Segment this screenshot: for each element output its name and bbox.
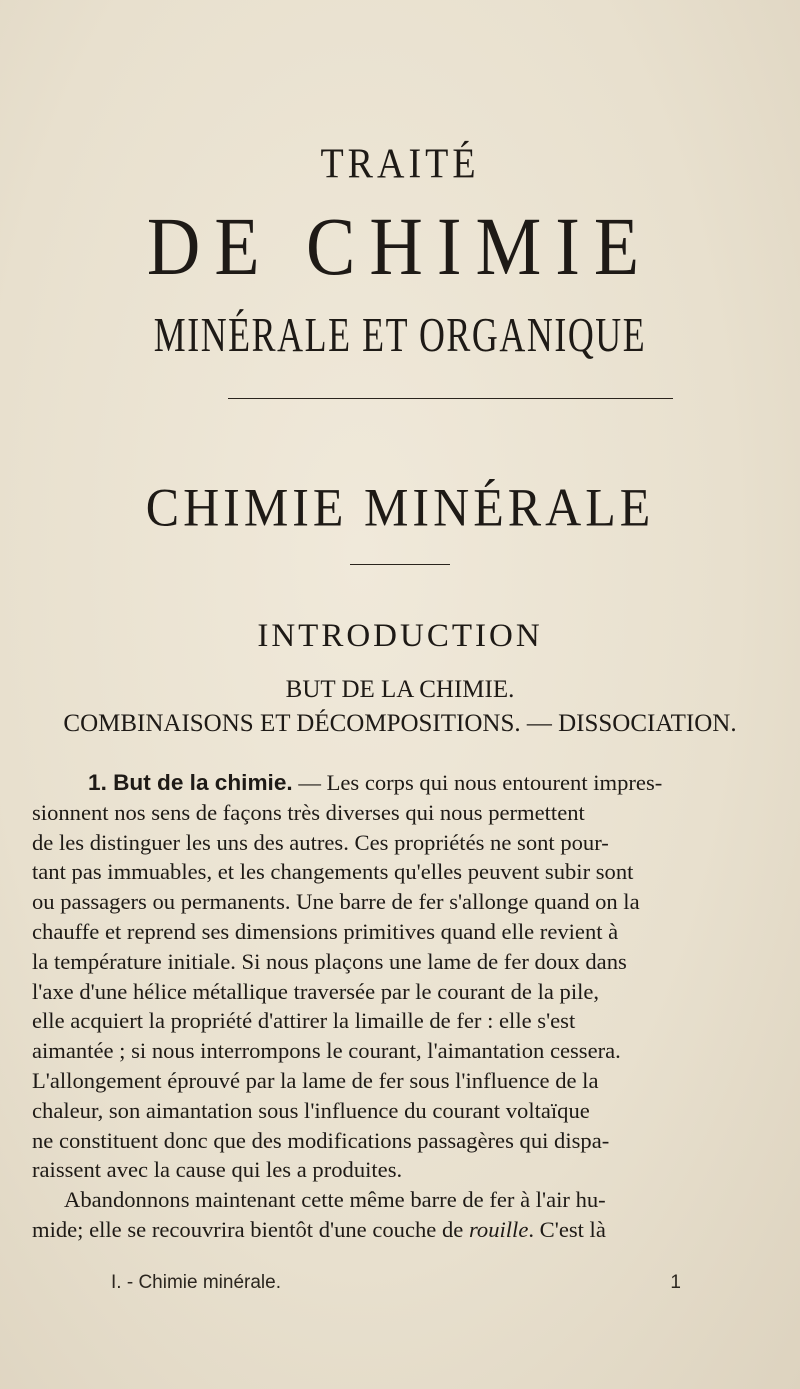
paragraph-1-line: chauffe et reprend ses dimensions primitives quand elle revient à <box>32 918 619 944</box>
paragraph-1-line: la température initiale. Si nous plaçons une lame de fer doux dans <box>32 948 627 974</box>
paragraph-1-line: chaleur, son aimantation sous l'influence du courant voltaïque <box>32 1097 590 1123</box>
paragraph-1-line: sionnent nos sens de façons très diverses qui nous permettent <box>32 799 585 825</box>
chapter-title: INTRODUCTION <box>257 618 543 654</box>
paragraph-1-line: ou passagers ou permanents. Une barre de fer s'allonge quand on la <box>32 889 640 915</box>
paragraph-1-line-1-rest: — Les corps qui nous entourent impres- <box>292 770 663 795</box>
page-footer <box>111 1272 681 1294</box>
title-de-chimie: DE CHIMIE <box>146 201 654 293</box>
paragraph-1-line: L'allongement éprouvé par la lame de fer sous l'influence de la <box>32 1067 599 1093</box>
paragraph-1-line: de les distinguer les uns des autres. Ces propriétés ne sont pour- <box>32 829 609 855</box>
body-text <box>32 768 800 1245</box>
rouille-emphasis: rouille <box>468 1216 529 1242</box>
section-divider <box>350 564 450 565</box>
title-divider <box>228 398 673 399</box>
chapter-subtitle-1: BUT DE LA CHIMIE. <box>285 676 515 703</box>
page-number: 1 <box>670 1272 681 1293</box>
paragraph-1-line: ne constituent donc que des modifications passagères qui dispa- <box>32 1127 610 1153</box>
paragraph-1-line: elle acquiert la propriété d'attirer la limaille de fer : elle s'est <box>32 1008 576 1034</box>
footer-signature: I. - Chimie minérale. <box>111 1272 281 1293</box>
paragraph-1-line: l'axe d'une hélice métallique traversée par le courant de la pile, <box>32 978 600 1004</box>
paragraph-1-line: aimantée ; si nous interrompons le courant, l'aimantation cessera. <box>32 1038 621 1064</box>
paragraph-2-line-2-end: . C'est là <box>528 1216 606 1242</box>
section-title: CHIMIE MINÉRALE <box>145 476 655 538</box>
paragraph-1-line: raissent avec la cause qui les a produites. <box>32 1157 403 1183</box>
paragraph-2-line-2 <box>32 1215 800 1245</box>
title-traite: TRAITÉ <box>320 140 480 188</box>
paragraph-1-line: tant pas immuables, et les changements qu'elles peuvent subir sont <box>32 859 634 885</box>
title-minerale-organique: MINÉRALE ET ORGANIQUE <box>153 307 647 362</box>
paragraph-2-line-1: Abandonnons maintenant cette même barre de fer à l'air hu- <box>64 1187 606 1213</box>
paragraph-1-heading: 1. But de la chimie. <box>88 770 293 795</box>
paragraph-1-first-line <box>88 768 800 798</box>
chapter-subtitle-2: COMBINAISONS ET DÉCOMPOSITIONS. — DISSOCIATION. <box>63 710 737 737</box>
paragraph-2-line-2-start: mide; elle se recouvrira bientôt d'une couche de <box>32 1216 469 1242</box>
